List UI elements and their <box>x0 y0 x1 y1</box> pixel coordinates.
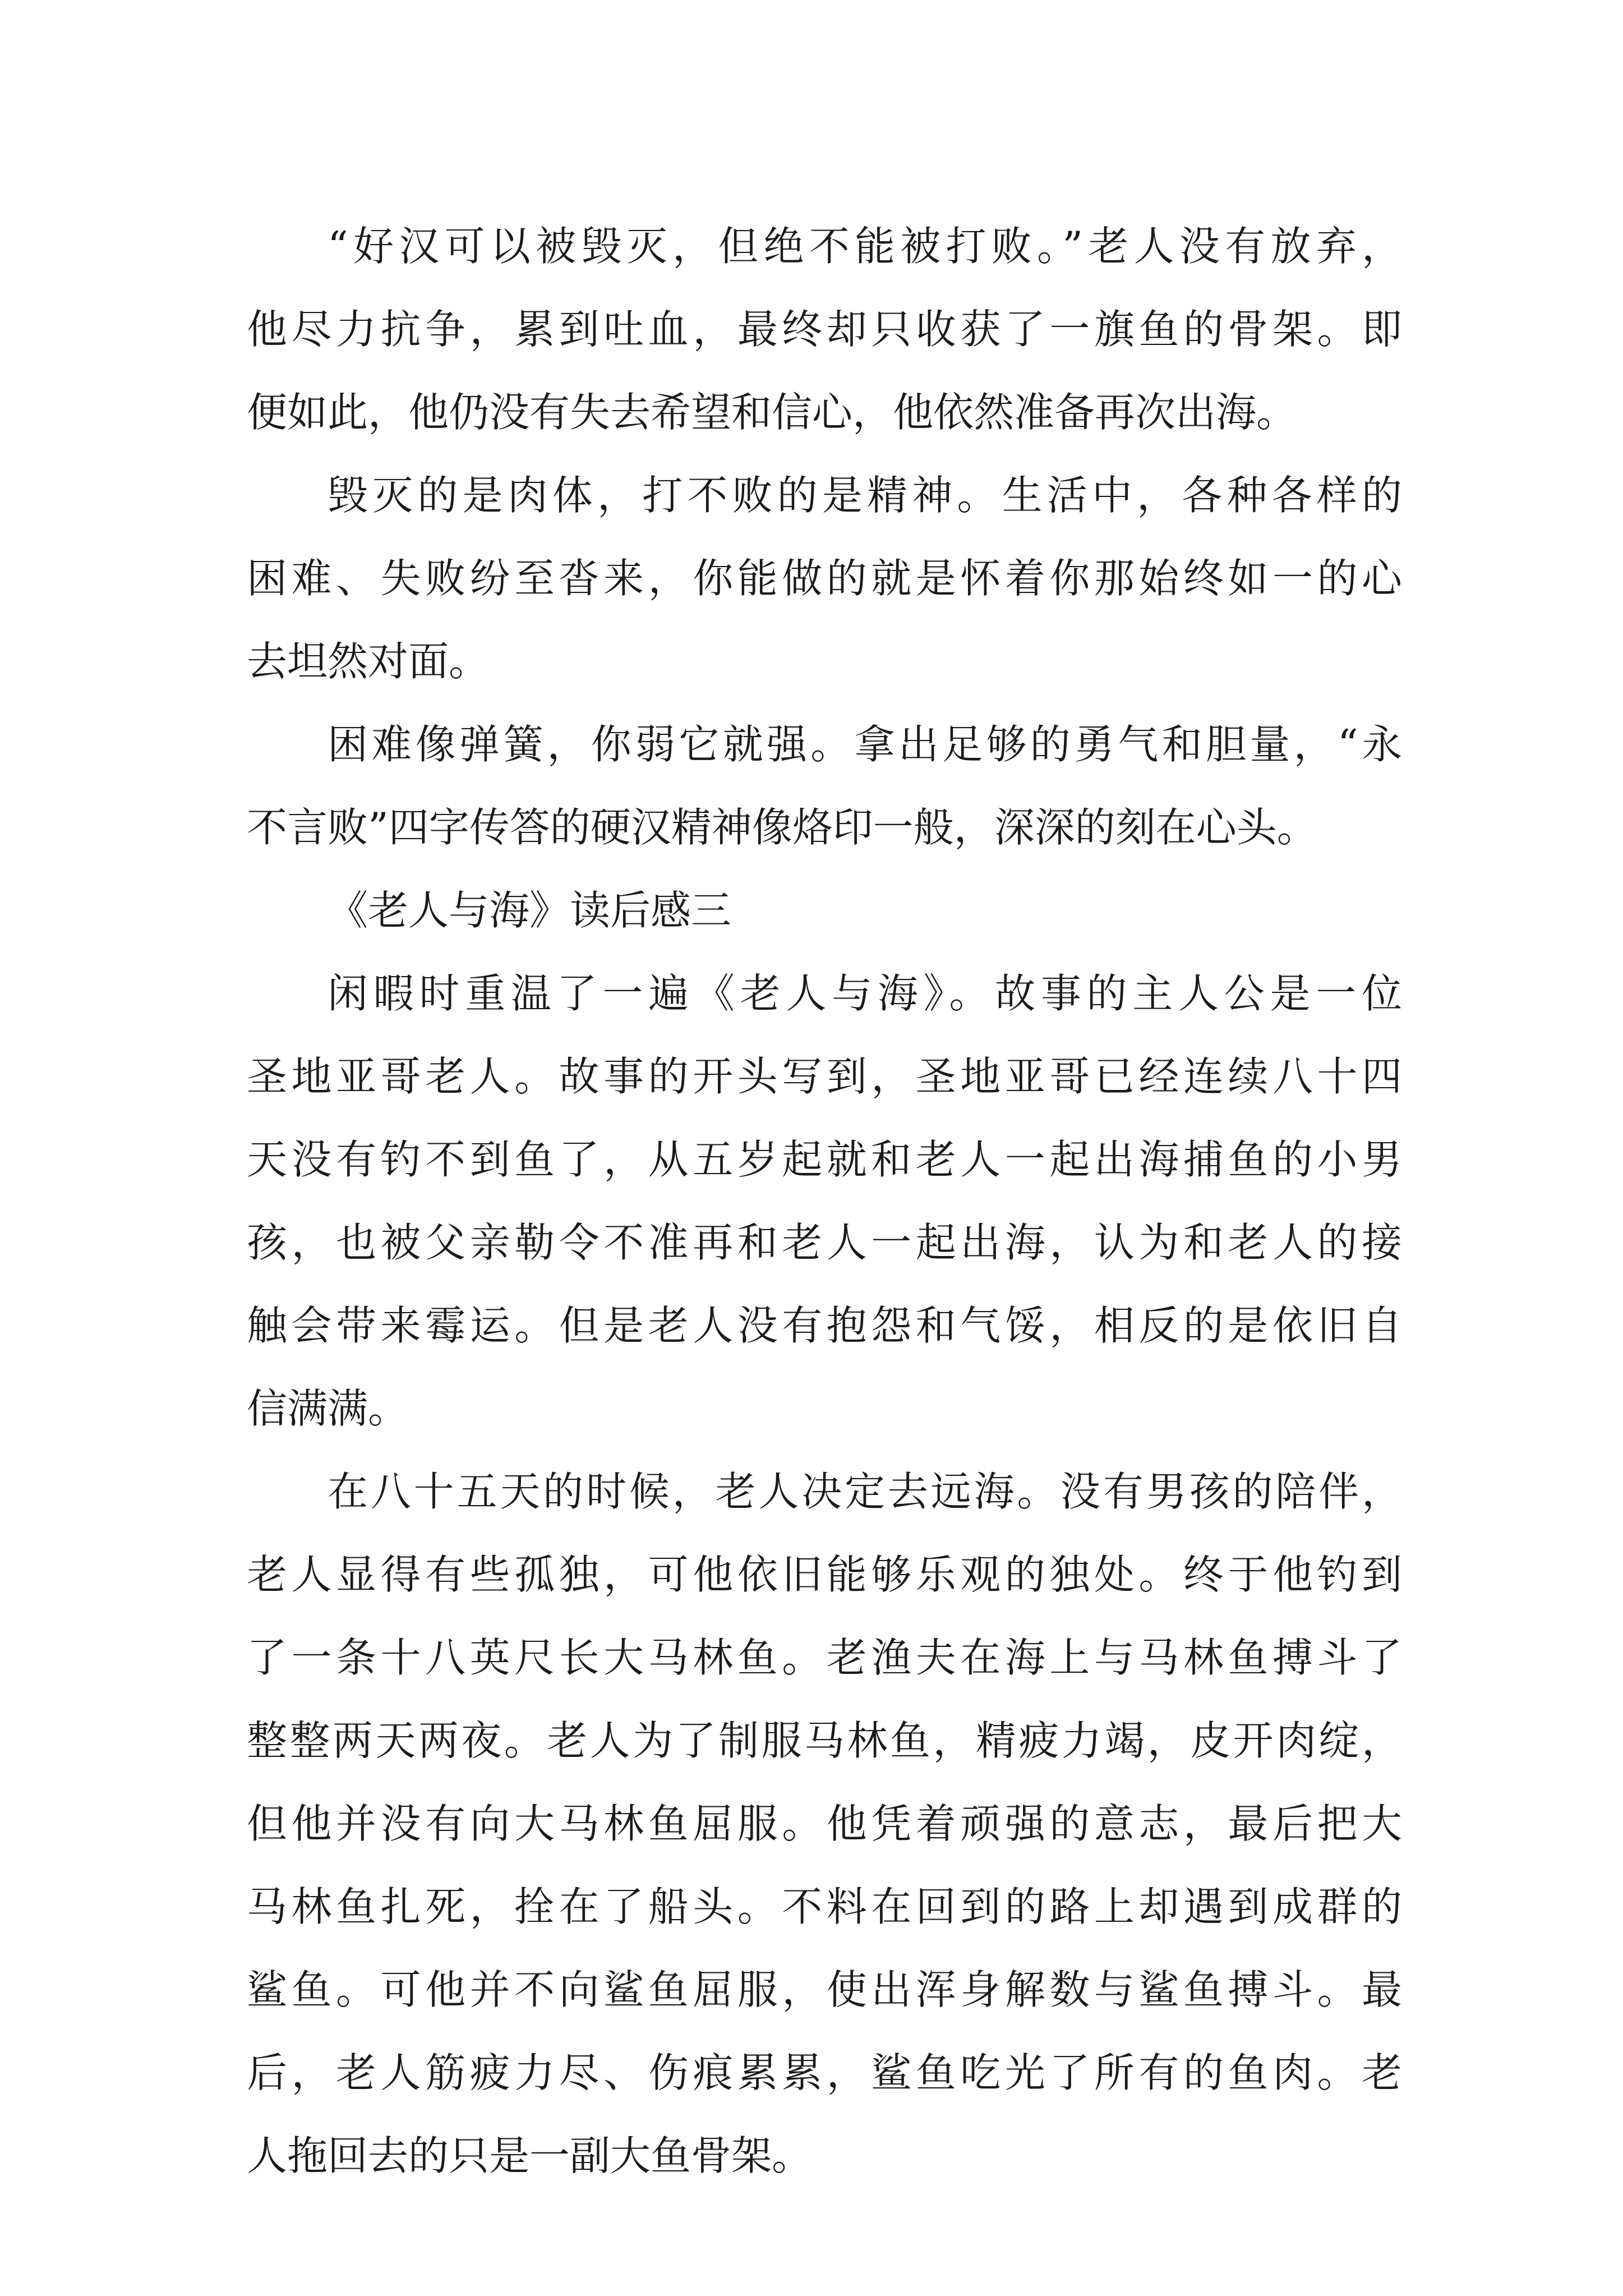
text-line: 去坦然对面。 <box>247 638 490 685</box>
text-line: 马林鱼扎死，拴在了船头。不料在回到的路上却遇到成群的 <box>247 1883 1402 1930</box>
text-line: 闲暇时重温了一遍《老人与海》。故事的主人公是一位 <box>328 970 1402 1017</box>
text-line: 老人显得有些孤独，可他依旧能够乐观的独处。终于他钓到 <box>247 1551 1402 1598</box>
text-line: 了一条十八英尺长大马林鱼。老渔夫在海上与马林鱼搏斗了 <box>247 1634 1402 1681</box>
text-line: 孩，也被父亲勒令不准再和老人一起出海，认为和老人的接 <box>247 1219 1402 1266</box>
body-text <box>247 205 1402 2197</box>
text-line: 触会带来霉运。但是老人没有抱怨和气馁，相反的是依旧自 <box>247 1302 1402 1349</box>
text-line: 圣地亚哥老人。故事的开头写到，圣地亚哥已经连续八十四 <box>247 1053 1402 1100</box>
text-line: 人拖回去的只是一副大鱼骨架。 <box>247 2132 813 2179</box>
text-line: 他尽力抗争，累到吐血，最终却只收获了一旗鱼的骨架。即 <box>247 306 1402 353</box>
text-line: 便如此，他仍没有失去希望和信心，他依然准备再次出海。 <box>247 389 1297 436</box>
text-line: 鲨鱼。可他并不向鲨鱼屈服，使出浑身解数与鲨鱼搏斗。最 <box>247 1966 1402 2013</box>
text-line: 困难、失败纷至沓来，你能做的就是怀着你那始终如一的心 <box>247 555 1402 602</box>
section-heading: 《老人与海》读后感三 <box>328 887 732 934</box>
text-line: 整整两天两夜。老人为了制服马林鱼，精疲力竭，皮开肉绽， <box>247 1717 1402 1764</box>
text-line: 信满满。 <box>247 1385 409 1432</box>
text-line: 困难像弹簧，你弱它就强。拿出足够的勇气和胆量，“永 <box>328 721 1402 768</box>
text-line: 不言败”四字传答的硬汉精神像烙印一般，深深的刻在心头。 <box>247 804 1317 851</box>
text-line: 但他并没有向大马林鱼屈服。他凭着顽强的意志，最后把大 <box>247 1800 1402 1847</box>
text-line: 后，老人筋疲力尽、伤痕累累，鲨鱼吃光了所有的鱼肉。老 <box>247 2049 1402 2096</box>
text-line: 毁灭的是肉体，打不败的是精神。生活中，各种各样的 <box>328 472 1402 519</box>
text-line: 天没有钓不到鱼了，从五岁起就和老人一起出海捕鱼的小男 <box>247 1136 1402 1183</box>
text-line: 在八十五天的时候，老人决定去远海。没有男孩的陪伴， <box>328 1468 1402 1515</box>
text-line: “好汉可以被毁灭，但绝不能被打败。”老人没有放弃， <box>328 223 1402 270</box>
